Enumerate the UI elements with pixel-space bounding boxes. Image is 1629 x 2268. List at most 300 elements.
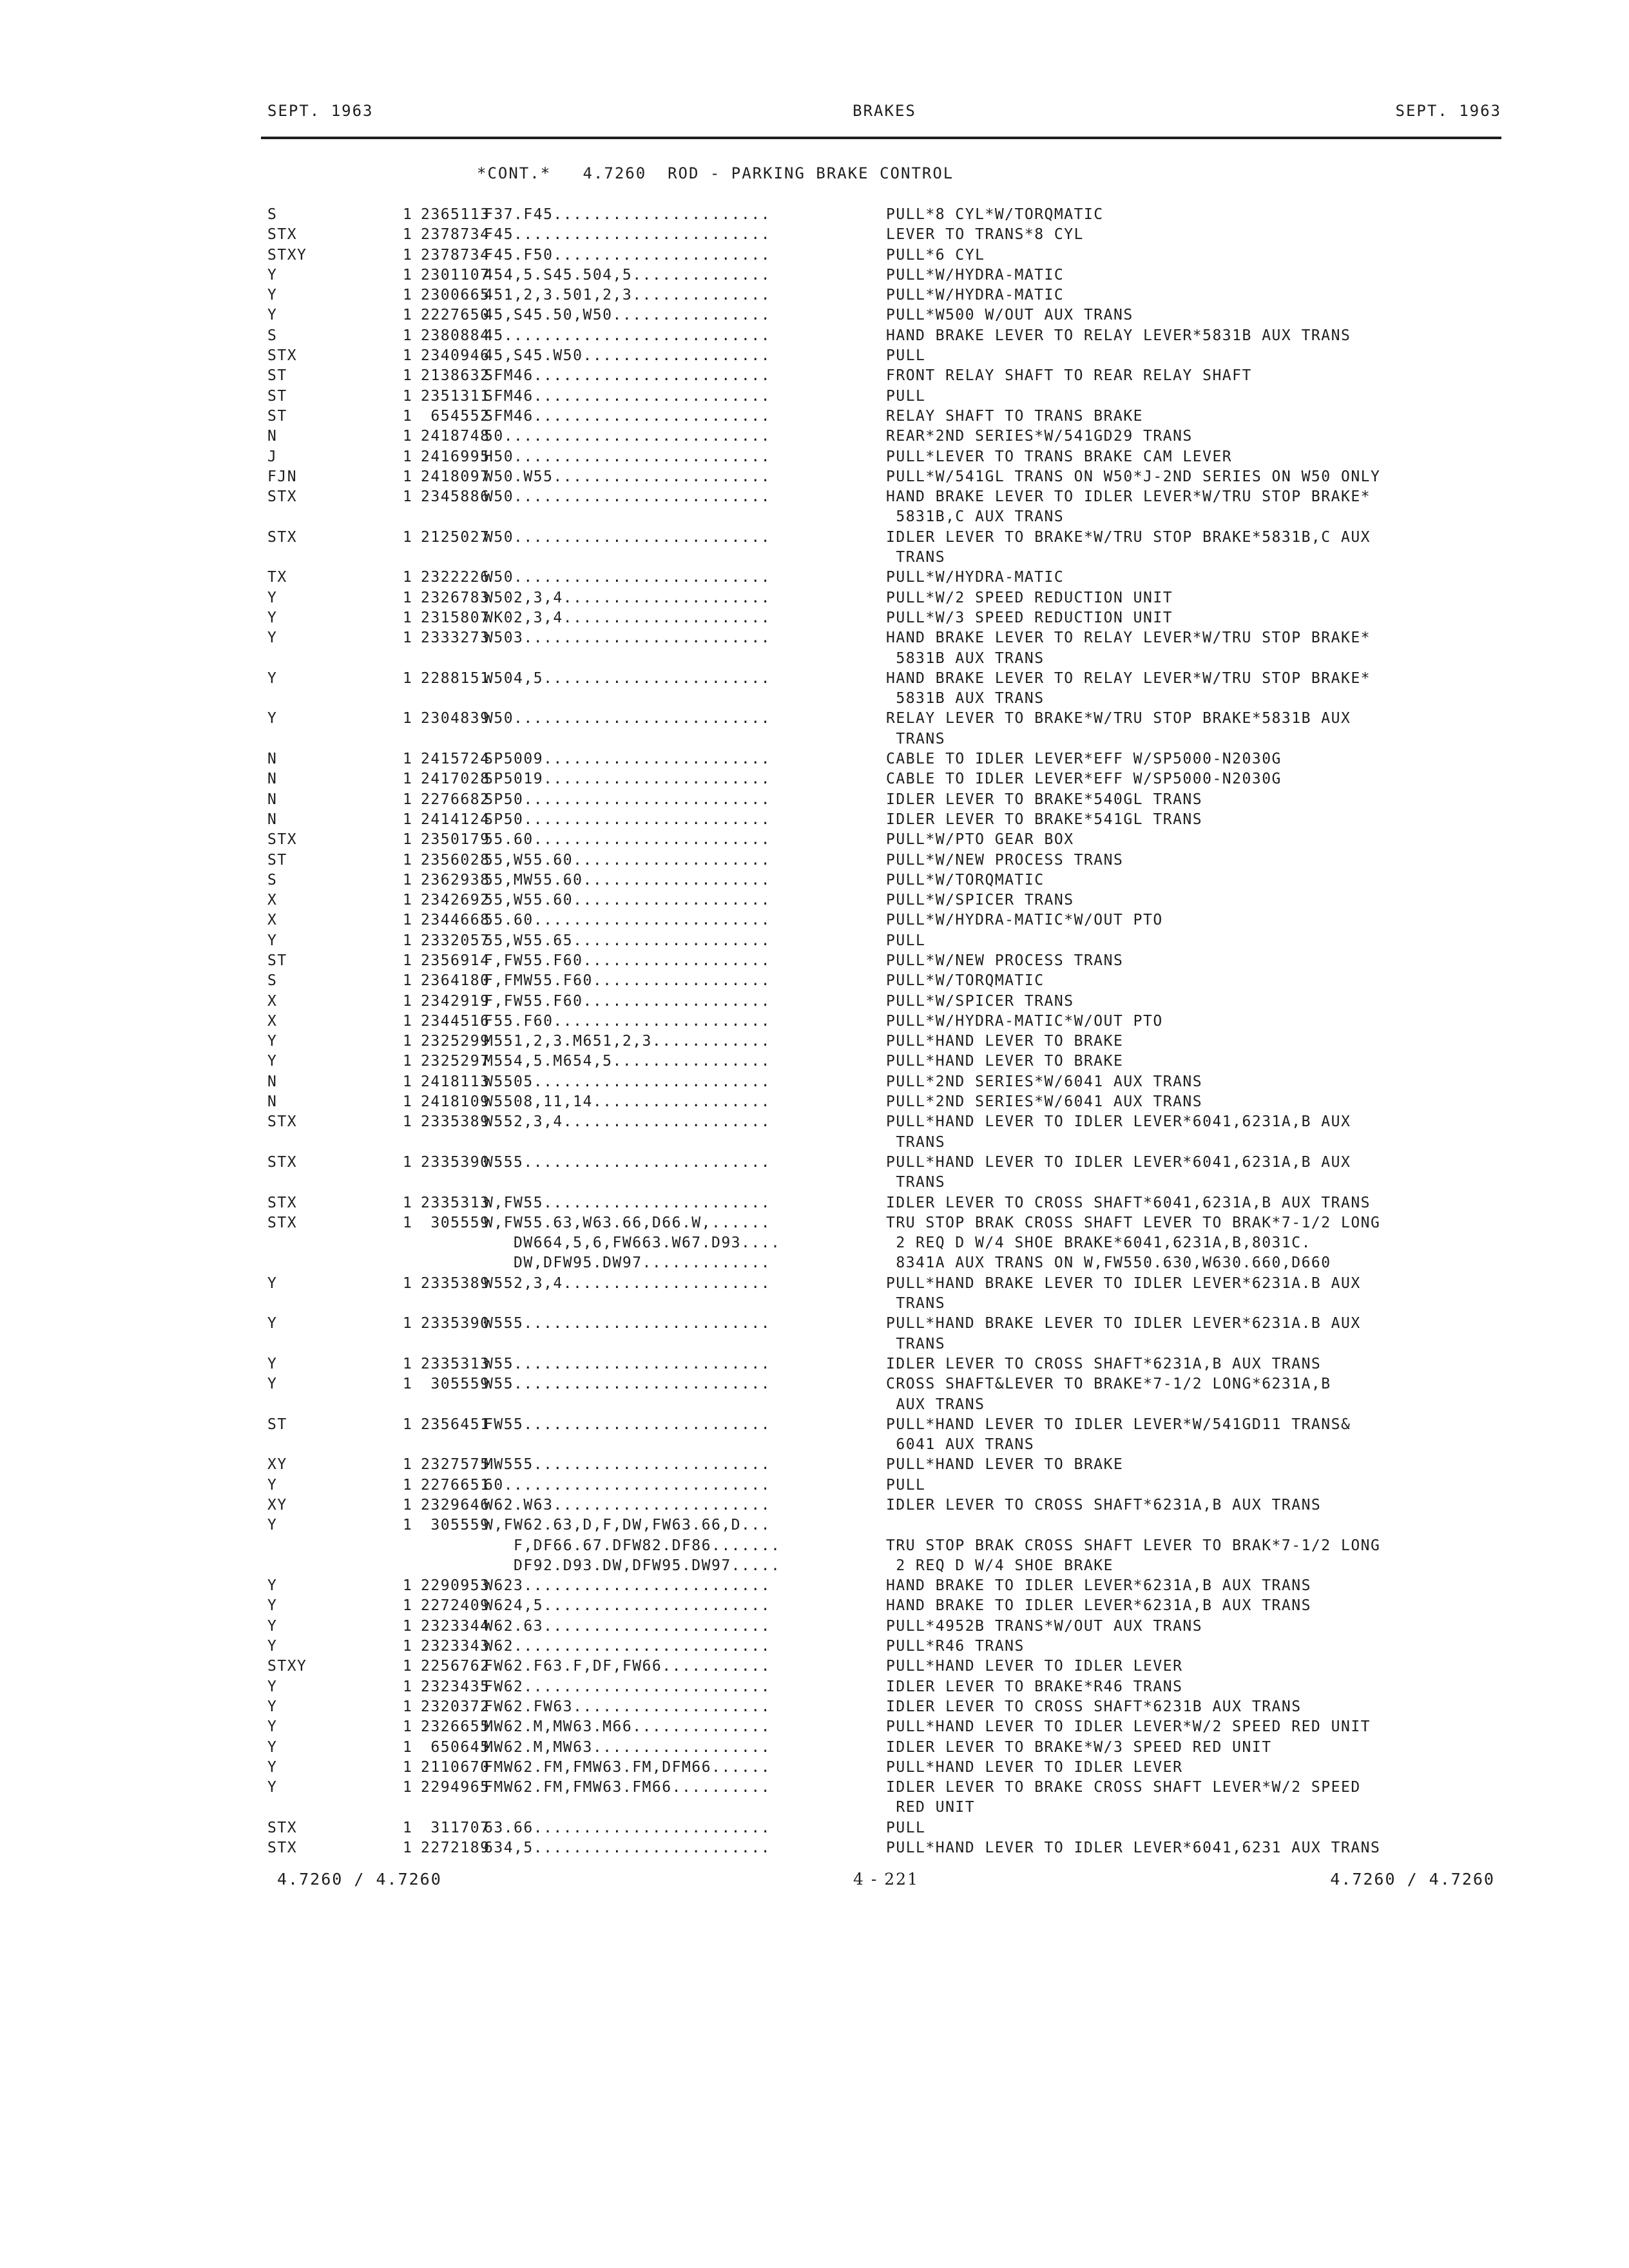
entry-models: W5508,11,14..................: [484, 1093, 771, 1111]
entry-code: STX: [267, 528, 298, 546]
parts-row: [267, 1092, 1501, 1112]
entry-part-number: 2342692: [421, 892, 490, 909]
entry-models: W55..........................: [484, 1355, 771, 1372]
entry-qty: 1: [403, 609, 413, 626]
entry-qty: 1: [403, 1355, 413, 1372]
entry-description: PULL*W/3 SPEED REDUCTION UNIT: [886, 609, 1173, 626]
parts-row: [267, 1677, 1501, 1697]
header-date-right: SEPT. 1963: [1395, 102, 1501, 120]
entry-description: TRANS: [886, 1335, 946, 1352]
entry-code: Y: [267, 1758, 278, 1776]
entry-models: 55.60........................: [484, 912, 771, 929]
entry-description: 5831B,C AUX TRANS: [886, 508, 1065, 526]
entry-code: N: [267, 428, 278, 445]
parts-row: [267, 1374, 1501, 1394]
parts-row: [267, 1032, 1501, 1052]
entry-part-number: 2272409: [421, 1597, 490, 1615]
entry-models: W555.........................: [484, 1315, 771, 1332]
entry-qty: 1: [403, 1718, 413, 1736]
parts-row: [267, 265, 1501, 285]
entry-models: F45..........................: [484, 226, 771, 244]
entry-models: FW62.........................: [484, 1678, 771, 1695]
parts-row: [267, 487, 1501, 507]
entry-part-number: 2380884: [421, 327, 490, 344]
parts-row: [267, 305, 1501, 325]
entry-part-number: 2335313: [421, 1194, 490, 1211]
entry-models: W555.........................: [484, 1153, 771, 1171]
entry-description: PULL*6 CYL: [886, 246, 985, 264]
entry-description: HAND BRAKE LEVER TO IDLER LEVER*W/TRU STOP BRAKE*: [886, 488, 1371, 506]
entry-qty: 1: [403, 1577, 413, 1595]
entry-qty: 1: [403, 952, 413, 969]
entry-description: REAR*2ND SERIES*W/541GD29 TRANS: [886, 428, 1193, 445]
entry-part-number: 2290953: [421, 1577, 490, 1595]
entry-part-number: 2356914: [421, 952, 490, 969]
entry-code: S: [267, 206, 278, 223]
parts-row: [267, 1495, 1501, 1515]
entry-models: W624,5.......................: [484, 1597, 771, 1615]
header-category: BRAKES: [853, 102, 916, 120]
entry-part-number: 2138632: [421, 367, 490, 385]
entry-code: Y: [267, 1517, 278, 1534]
entry-qty: 1: [403, 327, 413, 344]
entry-description: PULL*W/SPICER TRANS: [886, 992, 1074, 1010]
entry-code: STX: [267, 1113, 298, 1131]
entry-models: 55,MW55.60...................: [484, 871, 771, 889]
entry-description: CABLE TO IDLER LEVER*EFF W/SP5000-N2030G: [886, 751, 1282, 768]
entry-models: M554,5.M654,5................: [484, 1053, 771, 1070]
entry-models: F55.F60......................: [484, 1012, 771, 1030]
entry-models: W62.63.......................: [484, 1617, 771, 1635]
entry-description: RELAY LEVER TO BRAKE*W/TRU STOP BRAKE*5831B AUX: [886, 710, 1351, 727]
entry-code: Y: [267, 1718, 278, 1736]
parts-row: [267, 850, 1501, 870]
entry-models: W50..........................: [484, 528, 771, 546]
entry-qty: 1: [403, 1658, 413, 1675]
entry-qty: 1: [403, 428, 413, 445]
entry-qty: 1: [403, 1033, 413, 1050]
parts-row: [267, 407, 1501, 427]
parts-row: [267, 1738, 1501, 1758]
entry-qty: 1: [403, 206, 413, 223]
parts-row: [267, 1173, 1501, 1193]
parts-row: [267, 1052, 1501, 1072]
entry-description: PULL*HAND LEVER TO BRAKE: [886, 1053, 1124, 1070]
entry-qty: 1: [403, 266, 413, 284]
entry-part-number: 2329646: [421, 1497, 490, 1514]
entry-part-number: 2294965: [421, 1779, 490, 1796]
entry-description: PULL*LEVER TO TRANS BRAKE CAM LEVER: [886, 448, 1233, 465]
entry-part-number: 305559: [421, 1376, 490, 1393]
parts-row: [267, 689, 1501, 709]
entry-description: IDLER LEVER TO BRAKE*540GL TRANS: [886, 791, 1203, 808]
entry-part-number: 2345886: [421, 488, 490, 506]
entry-code: Y: [267, 1738, 278, 1756]
entry-part-number: 2315807: [421, 609, 490, 626]
entry-code: N: [267, 771, 278, 788]
entry-models: 634,5........................: [484, 1840, 771, 1857]
parts-row: [267, 1556, 1501, 1576]
parts-row: [267, 1395, 1501, 1415]
entry-description: 2 REQ D W/4 SHOE BRAKE*6041,6231A,B,8031C.: [886, 1235, 1311, 1252]
entry-qty: 1: [403, 1416, 413, 1433]
entry-qty: 1: [403, 1738, 413, 1756]
entry-description: FRONT RELAY SHAFT TO REAR RELAY SHAFT: [886, 367, 1252, 385]
entry-models: 55,W55.60....................: [484, 851, 771, 869]
entry-qty: 1: [403, 468, 413, 485]
entry-qty: 1: [403, 1194, 413, 1211]
entry-models: W5505........................: [484, 1073, 771, 1090]
entry-part-number: 2351311: [421, 387, 490, 405]
parts-row: [267, 1798, 1501, 1818]
parts-row: [267, 1435, 1501, 1455]
entry-part-number: 2323343: [421, 1638, 490, 1655]
entry-qty: 1: [403, 1093, 413, 1111]
entry-qty: 1: [403, 1153, 413, 1171]
parts-row: [267, 1213, 1501, 1233]
parts-row: [267, 245, 1501, 265]
entry-code: Y: [267, 669, 278, 687]
entry-qty: 1: [403, 892, 413, 909]
entry-description: TRU STOP BRAK CROSS SHAFT LEVER TO BRAK*7-1/2 LONG: [886, 1214, 1381, 1231]
entry-description: PULL*W/SPICER TRANS: [886, 892, 1074, 909]
entry-models: 45...........................: [484, 327, 771, 344]
entry-code: Y: [267, 1376, 278, 1393]
entry-models: SP50.........................: [484, 791, 771, 808]
entry-code: Y: [267, 609, 278, 626]
entry-description: PULL*HAND BRAKE LEVER TO IDLER LEVER*6231A.B AUX: [886, 1274, 1361, 1292]
entry-part-number: 2300665: [421, 287, 490, 304]
entry-description: HAND BRAKE TO IDLER LEVER*6231A,B AUX TRANS: [886, 1577, 1311, 1595]
entry-part-number: 2342919: [421, 992, 490, 1010]
entry-code: Y: [267, 1597, 278, 1615]
entry-part-number: 2288151: [421, 669, 490, 687]
entry-models: DF92.D93.DW,DFW95.DW97.....: [484, 1557, 781, 1574]
entry-description: HAND BRAKE LEVER TO RELAY LEVER*W/TRU STOP BRAKE*: [886, 629, 1371, 647]
entry-models: FW62.FW63....................: [484, 1698, 771, 1715]
entry-description: PULL*W/HYDRA-MATIC*W/OUT PTO: [886, 1012, 1163, 1030]
entry-qty: 1: [403, 226, 413, 244]
entry-description: IDLER LEVER TO CROSS SHAFT*6041,6231A,B AUX TRANS: [886, 1194, 1371, 1211]
footer-section-right: 4.7260 / 4.7260: [1330, 1870, 1495, 1888]
entry-part-number: 2356451: [421, 1416, 490, 1433]
parts-row: [267, 1072, 1501, 1092]
entry-part-number: 2320372: [421, 1698, 490, 1715]
entry-models: W62..........................: [484, 1638, 771, 1655]
entry-part-number: 2418113: [421, 1073, 490, 1090]
entry-part-number: 2335389: [421, 1113, 490, 1131]
entry-qty: 1: [403, 347, 413, 365]
entry-models: M551,2,3.M651,2,3............: [484, 1033, 771, 1050]
entry-models: 451,2,3.501,2,3..............: [484, 287, 771, 304]
entry-part-number: 2414124: [421, 811, 490, 828]
entry-code: STXY: [267, 246, 307, 264]
parts-row: [267, 649, 1501, 669]
entry-qty: 1: [403, 831, 413, 849]
parts-row: [267, 225, 1501, 245]
entry-description: PULL*HAND LEVER TO IDLER LEVER*6041,6231A,B AUX: [886, 1153, 1351, 1171]
entry-qty: 1: [403, 1517, 413, 1534]
entry-part-number: 2227650: [421, 307, 490, 324]
entry-description: IDLER LEVER TO CROSS SHAFT*6231B AUX TRANS: [886, 1698, 1302, 1715]
entry-qty: 1: [403, 589, 413, 606]
parts-row: [267, 1536, 1501, 1556]
parts-row: [267, 507, 1501, 527]
entry-description: CABLE TO IDLER LEVER*EFF W/SP5000-N2030G: [886, 771, 1282, 788]
entry-qty: 1: [403, 1617, 413, 1635]
entry-part-number: 2418109: [421, 1093, 490, 1111]
parts-row: [267, 1617, 1501, 1637]
entry-description: HAND BRAKE TO IDLER LEVER*6231A,B AUX TRANS: [886, 1597, 1311, 1615]
parts-row: [267, 1012, 1501, 1032]
parts-row: [267, 1415, 1501, 1435]
entry-description: PULL*2ND SERIES*W/6041 AUX TRANS: [886, 1093, 1203, 1111]
parts-row: [267, 1133, 1501, 1153]
entry-part-number: 2301107: [421, 266, 490, 284]
entry-qty: 1: [403, 1638, 413, 1655]
entry-models: F37.F45......................: [484, 206, 771, 223]
entry-part-number: 2326783: [421, 589, 490, 606]
entry-description: TRU STOP BRAK CROSS SHAFT LEVER TO BRAK*7-1/2 LONG: [886, 1537, 1381, 1554]
entry-models: DW,DFW95.DW97.............: [484, 1254, 771, 1272]
entry-description: PULL*4952B TRANS*W/OUT AUX TRANS: [886, 1617, 1203, 1635]
entry-description: PULL*W/NEW PROCESS TRANS: [886, 851, 1124, 869]
entry-description: IDLER LEVER TO CROSS SHAFT*6231A,B AUX TRANS: [886, 1355, 1322, 1372]
entry-models: W62.W63......................: [484, 1497, 771, 1514]
entry-models: F,FW55.F60...................: [484, 952, 771, 969]
entry-code: S: [267, 327, 278, 344]
entry-code: STX: [267, 1819, 298, 1836]
entry-qty: 1: [403, 771, 413, 788]
entry-models: SP5009.......................: [484, 751, 771, 768]
parts-row: [267, 971, 1501, 991]
parts-row: [267, 387, 1501, 407]
parts-row: [267, 1253, 1501, 1273]
entry-code: Y: [267, 1476, 278, 1494]
parts-row: [267, 1576, 1501, 1596]
parts-row: [267, 285, 1501, 305]
entry-models: MW555........................: [484, 1456, 771, 1474]
parts-row: [267, 1657, 1501, 1677]
entry-qty: 1: [403, 669, 413, 687]
entry-models: W,FW55.......................: [484, 1194, 771, 1211]
entry-code: STX: [267, 226, 298, 244]
entry-models: SFM46........................: [484, 367, 771, 385]
entry-code: Y: [267, 629, 278, 647]
entry-description: 5831B AUX TRANS: [886, 690, 1045, 707]
parts-row: [267, 1637, 1501, 1657]
entry-part-number: 2125027: [421, 528, 490, 546]
entry-code: N: [267, 791, 278, 808]
entry-code: N: [267, 751, 278, 768]
parts-row: [267, 628, 1501, 648]
parts-row: [267, 326, 1501, 346]
entry-models: FMW62.FM,FMW63.FM66..........: [484, 1779, 771, 1796]
entry-code: FJN: [267, 468, 298, 485]
entry-part-number: 2335313: [421, 1355, 490, 1372]
entry-models: W50..........................: [484, 488, 771, 506]
entry-code: Y: [267, 1315, 278, 1332]
entry-qty: 1: [403, 1497, 413, 1514]
entry-description: TRANS: [886, 1174, 946, 1191]
entry-models: 55,W55.65....................: [484, 932, 771, 949]
entry-part-number: 2276651: [421, 1476, 490, 1494]
parts-row: [267, 709, 1501, 729]
entry-description: PULL*HAND LEVER TO IDLER LEVER: [886, 1658, 1183, 1675]
parts-row: [267, 870, 1501, 890]
entry-part-number: 2340946: [421, 347, 490, 365]
entry-description: 6041 AUX TRANS: [886, 1436, 1035, 1454]
entry-code: X: [267, 912, 278, 929]
entry-description: PULL*W/HYDRA-MATIC: [886, 266, 1065, 284]
entry-qty: 1: [403, 1456, 413, 1474]
entry-code: TX: [267, 569, 287, 586]
entry-code: Y: [267, 287, 278, 304]
footer-section-left: 4.7260 / 4.7260: [277, 1870, 442, 1888]
parts-row: [267, 608, 1501, 628]
parts-row: [267, 568, 1501, 588]
entry-qty: 1: [403, 1779, 413, 1796]
entry-part-number: 2418097: [421, 468, 490, 485]
entry-description: PULL: [886, 932, 926, 949]
entry-models: W50..........................: [484, 710, 771, 727]
entry-part-number: 2327575: [421, 1456, 490, 1474]
entry-description: PULL*W/NEW PROCESS TRANS: [886, 952, 1124, 969]
entry-code: XY: [267, 1497, 287, 1514]
entry-code: Y: [267, 932, 278, 949]
entry-code: ST: [267, 387, 287, 405]
entry-qty: 1: [403, 1214, 413, 1231]
entry-description: PULL*R46 TRANS: [886, 1638, 1025, 1655]
entry-part-number: 2417028: [421, 771, 490, 788]
entry-code: Y: [267, 1274, 278, 1292]
entry-description: RED UNIT: [886, 1799, 976, 1816]
entry-part-number: 2322226: [421, 569, 490, 586]
parts-row: [267, 830, 1501, 850]
entry-description: TRANS: [886, 549, 946, 566]
entry-models: MW62.M,MW63.M66..............: [484, 1718, 771, 1736]
entry-code: X: [267, 992, 278, 1010]
parts-row: [267, 1233, 1501, 1253]
entry-part-number: 2323435: [421, 1678, 490, 1695]
entry-models: FW55.........................: [484, 1416, 771, 1433]
parts-row: [267, 890, 1501, 910]
entry-description: PULL*W/2 SPEED REDUCTION UNIT: [886, 589, 1173, 606]
entry-code: STX: [267, 347, 298, 365]
entry-description: PULL*W/PTO GEAR BOX: [886, 831, 1074, 849]
entry-models: W50.W55......................: [484, 468, 771, 485]
entry-models: W503.........................: [484, 629, 771, 647]
entry-models: SP50.........................: [484, 811, 771, 828]
entry-code: Y: [267, 1779, 278, 1796]
entry-description: PULL*HAND BRAKE LEVER TO IDLER LEVER*6231A.B AUX: [886, 1315, 1361, 1332]
parts-row: [267, 1153, 1501, 1173]
entry-description: PULL*HAND LEVER TO IDLER LEVER*6041,6231A,B AUX: [886, 1113, 1351, 1131]
entry-models: F,FW55.F60...................: [484, 992, 771, 1010]
entry-qty: 1: [403, 1113, 413, 1131]
entry-description: IDLER LEVER TO BRAKE*541GL TRANS: [886, 811, 1203, 828]
entry-description: 5831B AUX TRANS: [886, 649, 1045, 667]
entry-models: WK02,3,4.....................: [484, 609, 771, 626]
parts-row: [267, 1697, 1501, 1717]
parts-row: [267, 1294, 1501, 1314]
entry-code: STX: [267, 1194, 298, 1211]
entry-part-number: 2416995: [421, 448, 490, 465]
parts-row: [267, 1758, 1501, 1778]
entry-description: PULL*W/TORQMATIC: [886, 972, 1045, 990]
entry-part-number: 2344668: [421, 912, 490, 929]
entry-code: S: [267, 871, 278, 889]
entry-qty: 1: [403, 851, 413, 869]
parts-row: [267, 528, 1501, 548]
entry-code: S: [267, 972, 278, 990]
header-rule: [261, 137, 1501, 139]
entry-qty: 1: [403, 1476, 413, 1494]
entry-models: W623.........................: [484, 1577, 771, 1595]
entry-description: PULL*W/HYDRA-MATIC: [886, 287, 1065, 304]
entry-part-number: 2325297: [421, 1053, 490, 1070]
entry-qty: 1: [403, 387, 413, 405]
entry-part-number: 2350179: [421, 831, 490, 849]
parts-row: [267, 427, 1501, 447]
entry-code: STX: [267, 1214, 298, 1231]
parts-row: [267, 447, 1501, 467]
entry-description: PULL*HAND LEVER TO IDLER LEVER*6041,6231 AUX TRANS: [886, 1840, 1381, 1857]
entry-qty: 1: [403, 1840, 413, 1857]
entry-code: Y: [267, 1053, 278, 1070]
entry-description: RELAY SHAFT TO TRANS BRAKE: [886, 407, 1144, 425]
entry-qty: 1: [403, 448, 413, 465]
entry-models: FMW62.FM,FMW63.FM,DFM66......: [484, 1758, 771, 1776]
entry-models: H50..........................: [484, 448, 771, 465]
entry-models: W55..........................: [484, 1376, 771, 1393]
entry-part-number: 2333273: [421, 629, 490, 647]
header-date-left: SEPT. 1963: [267, 102, 374, 120]
parts-row: [267, 1818, 1501, 1838]
entry-models: 60...........................: [484, 1476, 771, 1494]
entry-part-number: 654552: [421, 407, 490, 425]
entry-description: PULL*HAND LEVER TO IDLER LEVER*W/2 SPEED RED UNIT: [886, 1718, 1371, 1736]
entry-code: Y: [267, 307, 278, 324]
entry-qty: 1: [403, 1274, 413, 1292]
entry-description: TRANS: [886, 730, 946, 747]
entry-part-number: 311707: [421, 1819, 490, 1836]
parts-row: [267, 769, 1501, 789]
entry-qty: 1: [403, 1597, 413, 1615]
entry-part-number: 305559: [421, 1214, 490, 1231]
parts-row: [267, 1515, 1501, 1535]
entry-part-number: 2272189: [421, 1840, 490, 1857]
entry-code: ST: [267, 1416, 287, 1433]
parts-row: [267, 1596, 1501, 1616]
entry-models: W552,3,4.....................: [484, 1274, 771, 1292]
parts-row: [267, 951, 1501, 971]
entry-description: IDLER LEVER TO BRAKE CROSS SHAFT LEVER*W/2 SPEED: [886, 1779, 1361, 1796]
entry-description: PULL: [886, 387, 926, 405]
entry-description: PULL: [886, 1476, 926, 1494]
entry-part-number: 650645: [421, 1738, 490, 1756]
entry-part-number: 2415724: [421, 751, 490, 768]
parts-row: [267, 1354, 1501, 1374]
entry-qty: 1: [403, 569, 413, 586]
parts-row: [267, 669, 1501, 689]
entry-models: F45.F50......................: [484, 246, 771, 264]
entry-models: 55.60........................: [484, 831, 771, 849]
entry-qty: 1: [403, 1053, 413, 1070]
entry-qty: 1: [403, 1315, 413, 1332]
entry-description: PULL*W/HYDRA-MATIC*W/OUT PTO: [886, 912, 1163, 929]
entry-qty: 1: [403, 1376, 413, 1393]
